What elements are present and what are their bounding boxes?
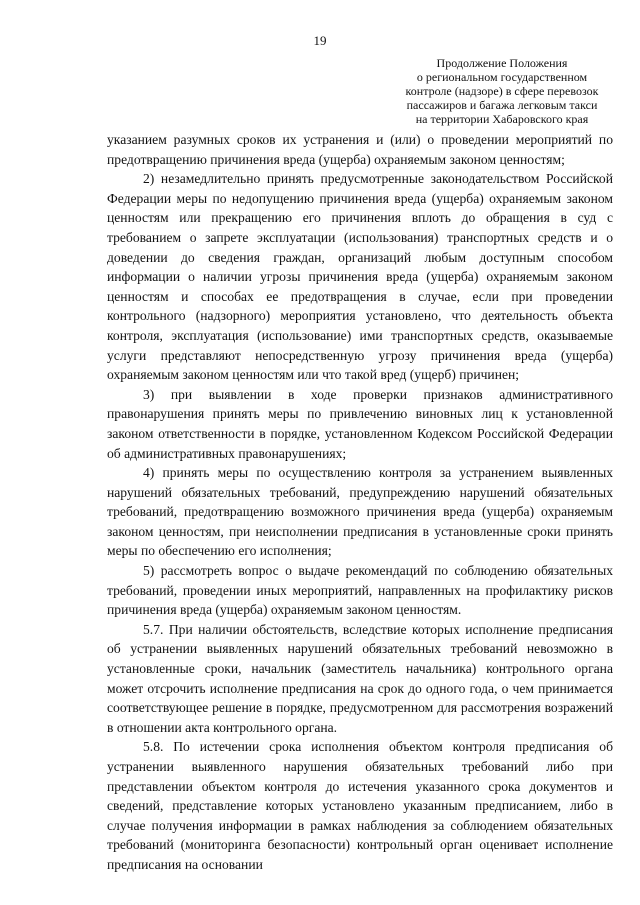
header-line: Продолжение Положения — [436, 56, 568, 70]
paragraph-item-3: 3) при выявлении в ходе проверки признаков административного правонарушения принять меры по привлечению виновных лиц к установленной законом ответственности в порядке, установленном Кодексом Российской Федерации об административных правонарушениях; — [107, 386, 613, 461]
paragraph-item-4: 4) принять меры по осуществлению контроля за устранением выявленных нарушений обязательных требований, предупреждению нарушений обязательных требований, предотвращению возможного причинения вреда (ущерба) охраняемым законом ценностям, при неисполнении предписания в установленные сроки принять меры по обеспечению его исполнения; — [107, 465, 613, 559]
header-line: пассажиров и багажа легковым такси — [406, 98, 598, 112]
header-line: контроле (надзоре) в сфере перевозок — [405, 84, 599, 98]
document-header — [386, 56, 618, 126]
header-line: о региональном государственном — [416, 70, 588, 84]
page-number: 19 — [313, 33, 327, 48]
paragraph-continuation: указанием разумных сроков их устранения и (или) о проведении мероприятий по предотвращению причинения вреда (ущерба) охраняемым законом ценностям; — [107, 132, 613, 167]
paragraph-item-5: 5) рассмотреть вопрос о выдаче рекомендаций по соблюдению обязательных требований, проведении иных мероприятий, направленных на профилактику рисков причинения вреда (ущерба) охраняемым законом ценностям. — [107, 563, 613, 618]
paragraph-item-2: 2) незамедлительно принять предусмотренные законодательством Российской Федерации меры по недопущению причинения вреда (ущерба) охраняемым законом ценностям или прекращению его причинения вплоть до обращения в суд с требованием о запрете эксплуатации (использования) транспортных средств и о доведении до сведения граждан, организаций любым доступным способом информации о наличии угрозы причинения вреда (ущерба) охраняемым законом ценностям и способах ее предотвращения в случае, если при проведении контрольного (надзорного) мероприятия установлено, что деятельность объекта контроля, эксплуатация (использование) ими транспортных средств, оказываемые услуги представляют непосредственную угрозу причинения вреда (ущерба) охраняемым законом ценностям или что такой вред (ущерб) причинен; — [107, 171, 613, 383]
paragraph-5-7: 5.7. При наличии обстоятельств, вследствие которых исполнение предписания об устранении выявленных нарушений обязательных требований невозможно в установленные сроки, начальник (заместитель начальника) контрольного органа может отсрочить исполнение предписания на срок до одного года, о чем принимается соответствующее решение в порядке, предусмотренном для рассмотрения возражений в отношении акта контрольного органа. — [107, 621, 613, 735]
header-line: на территории Хабаровского края — [415, 112, 589, 126]
paragraph-5-8: 5.8. По истечении срока исполнения объектом контроля предписания об устранении выявленного нарушения обязательных требований либо при представлении объектом контроля до истечения указанного срока документов и сведений, представление которых установлено указанным предписанием, либо в случае получения информации в рамках наблюдения за соблюдением обязательных требований (мониторинга безопасности) контрольный орган оценивает исполнение предписания на основании — [107, 739, 613, 872]
document-body — [107, 130, 613, 875]
